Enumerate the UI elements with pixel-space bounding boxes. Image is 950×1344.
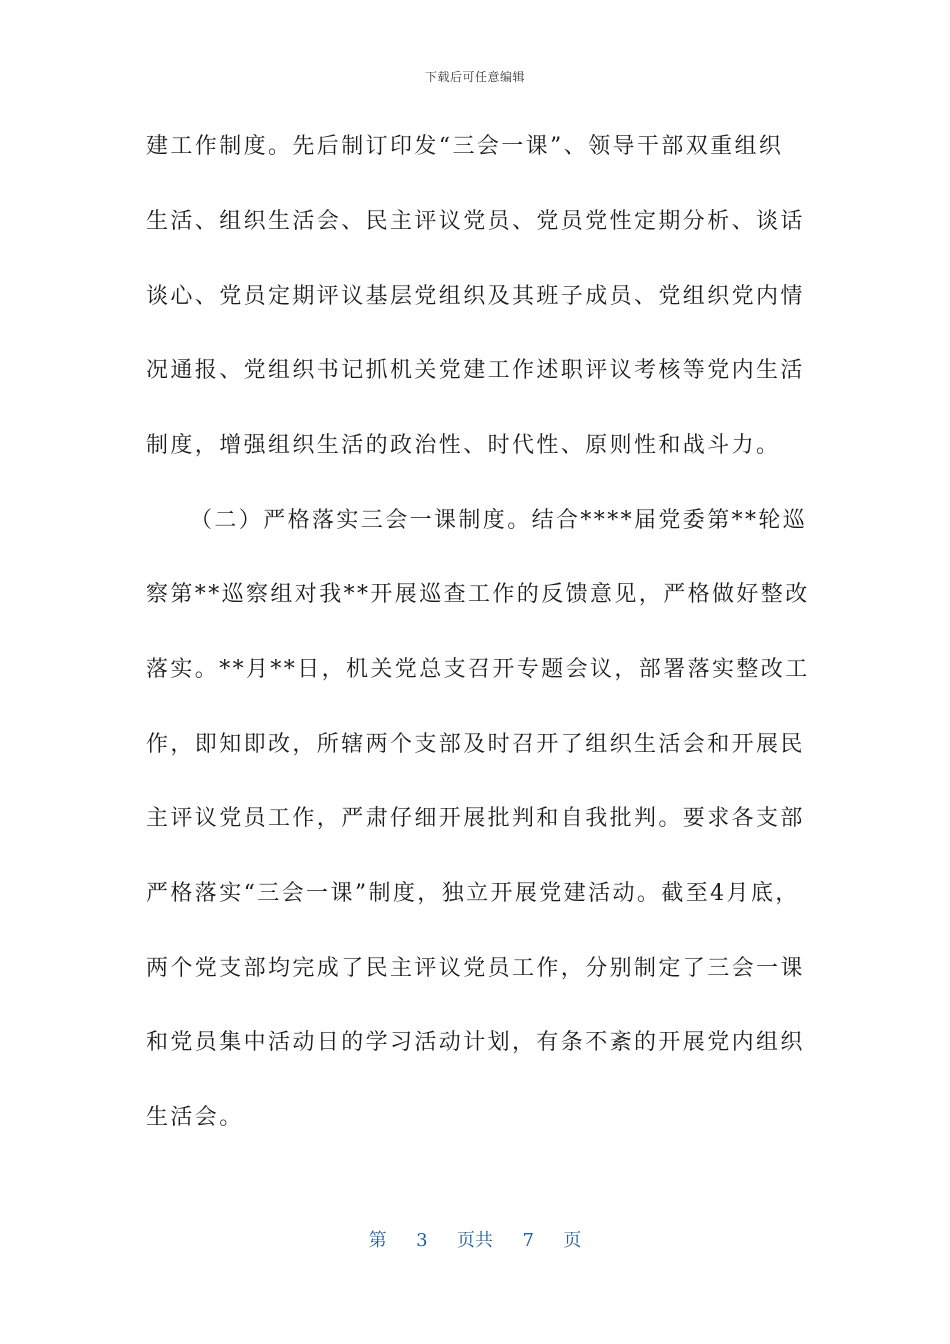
total-pages-number: 7 [522, 1230, 534, 1251]
body-line: 察第**巡察组对我**开展巡查工作的反馈意见，严格做好整改 [146, 582, 810, 607]
page-footer [0, 1226, 950, 1252]
body-line: 生活、组织生活会、民主评议党员、党员党性定期分析、谈话 [146, 209, 805, 234]
body-line: 制度，增强组织生活的政治性、时代性、原则性和战斗力。 [146, 433, 781, 458]
body-line: （二）严格落实三会一课制度。结合****届党委第**轮巡 [190, 508, 808, 533]
footer-prefix: 第 [368, 1230, 387, 1251]
current-page-number: 3 [416, 1230, 428, 1251]
body-line: 落实。**月**日，机关党总支召开专题会议，部署落实整改工 [146, 657, 810, 682]
body-line: 严格落实“三会一课”制度，独立开展党建活动。截至4月底， [146, 881, 800, 906]
body-line: 和党员集中活动日的学习活动计划，有条不紊的开展党内组织 [146, 1030, 805, 1055]
body-line: 作，即知即改，所辖两个支部及时召开了组织生活会和开展民 [146, 732, 805, 757]
header-note: 下载后可任意编辑 [424, 70, 525, 84]
body-line: 主评议党员工作，严肃仔细开展批判和自我批判。要求各支部 [146, 806, 805, 831]
body-line: 两个党支部均完成了民主评议党员工作，分别制定了三会一课 [146, 956, 805, 981]
body-line: 谈心、党员定期评议基层党组织及其班子成员、党组织党内情 [146, 284, 805, 309]
body-line: 生活会。 [146, 1105, 244, 1130]
body-line: 建工作制度。先后制订印发“三会一课”、领导干部双重组织 [146, 134, 784, 159]
footer-middle: 页共 [457, 1230, 493, 1251]
body-line: 况通报、党组织书记抓机关党建工作述职评议考核等党内生活 [146, 358, 805, 383]
footer-suffix: 页 [563, 1230, 582, 1251]
